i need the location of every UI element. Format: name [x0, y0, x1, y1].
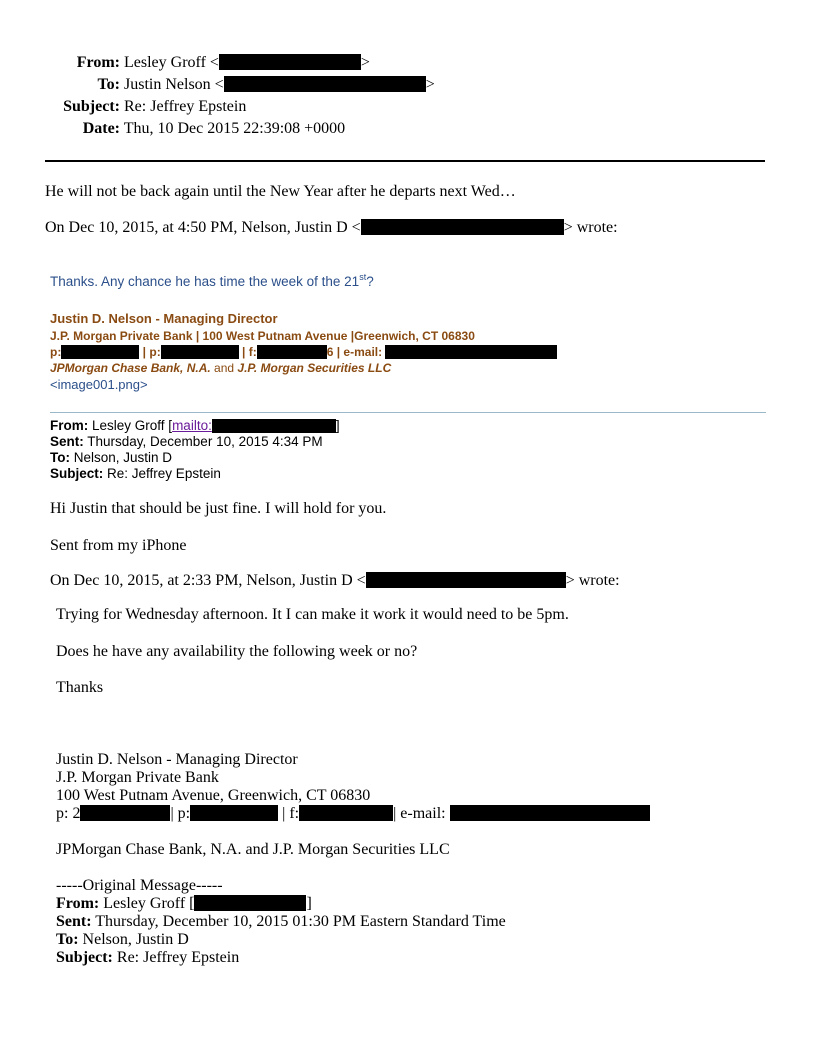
- sig-bank2: J.P. Morgan Securities LLC: [237, 361, 392, 375]
- redaction-box: [257, 345, 327, 359]
- msg2-sig-phones: [56, 803, 650, 825]
- header-from-end: >: [360, 54, 370, 71]
- header-date-value: Thu, 10 Dec 2015 22:39:08 +0000: [123, 120, 346, 137]
- msg2-to-label: To:: [56, 931, 79, 948]
- fwd1-sent-value: Thursday, December 10, 2015 4:34 PM: [87, 434, 323, 449]
- fwd1-to-row: [50, 450, 172, 466]
- quote-line-1: [45, 217, 618, 239]
- fwd1-quote-suffix: > wrote:: [565, 572, 620, 589]
- header-subject-label: Subject:: [63, 98, 120, 115]
- header-date-label: Date:: [82, 120, 120, 137]
- msg2-line-3: Thanks: [56, 679, 104, 696]
- header-from-row: [40, 52, 370, 74]
- redaction-box: [299, 805, 393, 821]
- header-to-row: [40, 74, 435, 96]
- sig-f-label: | f:: [242, 345, 257, 359]
- fwd1-body-2: Sent from my iPhone: [50, 537, 187, 554]
- quote1-suffix: > wrote:: [563, 219, 618, 236]
- fwd1-subject-value: Re: Jeffrey Epstein: [107, 466, 221, 481]
- msg2-sig-1: Justin D. Nelson - Managing Director: [56, 751, 298, 768]
- redaction-box: [212, 419, 336, 433]
- header-subject-row: [40, 96, 246, 118]
- fwd1-from-end: ]: [335, 418, 340, 433]
- msg2-p2-label: | p:: [170, 805, 191, 822]
- header-divider: [45, 160, 765, 162]
- fwd1-mailto-link[interactable]: mailto:: [172, 418, 212, 433]
- msg2-from-end: ]: [306, 895, 312, 912]
- fwd1-from-row: [50, 418, 340, 434]
- quote1-prefix: On Dec 10, 2015, at 4:50 PM, Nelson, Justin D <: [45, 219, 361, 236]
- reply1-text-main: Thanks. Any chance he has time the week of the 21: [50, 274, 360, 289]
- sig-p-label: p:: [50, 345, 62, 359]
- msg2-from-value: Lesley Groff [: [103, 895, 195, 912]
- reply1-sig-address: J.P. Morgan Private Bank | 100 West Putnam Avenue |Greenwich, CT 06830: [50, 329, 475, 343]
- fwd1-sent-row: [50, 434, 323, 450]
- reply1-sig-phones: [50, 344, 557, 360]
- msg2-sent-value: Thursday, December 10, 2015 01:30 PM Eastern Standard Time: [95, 913, 506, 930]
- msg2-email-label: | e-mail:: [393, 805, 446, 822]
- redaction-box: [219, 54, 361, 70]
- redaction-box: [61, 345, 139, 359]
- msg2-bank: JPMorgan Chase Bank, N.A. and J.P. Morgan Securities LLC: [56, 841, 450, 858]
- reply1-text-sup: st: [359, 272, 367, 282]
- reply1-sig-name: Justin D. Nelson - Managing Director: [50, 311, 278, 326]
- fwd1-quote-line: [50, 570, 620, 592]
- fwd1-from-label: From:: [50, 418, 89, 433]
- msg2-line-2: Does he have any availability the following week or no?: [56, 643, 418, 660]
- msg2-subject-value: Re: Jeffrey Epstein: [116, 949, 240, 966]
- msg2-to-value: Nelson, Justin D: [82, 931, 189, 948]
- header-to-end: >: [425, 76, 435, 93]
- redaction-box: [385, 345, 557, 359]
- msg2-subject-label: Subject:: [56, 949, 113, 966]
- fwd1-from-value: Lesley Groff [: [92, 418, 173, 433]
- redaction-box: [194, 895, 306, 911]
- header-to-value: Justin Nelson <: [124, 76, 224, 93]
- redaction-box: [450, 805, 650, 821]
- msg2-from-label: From:: [56, 895, 100, 912]
- msg2-sig-2: J.P. Morgan Private Bank: [56, 769, 219, 786]
- fwd1-body-1: Hi Justin that should be just fine. I will hold for you.: [50, 500, 387, 517]
- msg2-p-label: p: 2: [56, 805, 81, 822]
- sig-p2-label: | p:: [142, 345, 161, 359]
- redaction-box: [224, 76, 426, 92]
- header-subject-value: Re: Jeffrey Epstein: [124, 98, 247, 115]
- header-from-value: Lesley Groff <: [124, 54, 219, 71]
- sig-f-tail: 6 | e-mail:: [326, 345, 383, 359]
- fwd1-to-value: Nelson, Justin D: [73, 450, 173, 465]
- forward-divider: [50, 412, 766, 413]
- msg2-subject-row: [56, 947, 239, 969]
- msg2-f-label: | f:: [282, 805, 300, 822]
- fwd1-quote-prefix: On Dec 10, 2015, at 2:33 PM, Nelson, Justin D <: [50, 572, 366, 589]
- header-from-label: From:: [76, 54, 120, 71]
- redaction-box: [361, 219, 564, 235]
- body-line-1: He will not be back again until the New Year after he departs next Wed…: [45, 183, 516, 200]
- fwd1-to-label: To:: [50, 450, 70, 465]
- fwd1-sent-label: Sent:: [50, 434, 84, 449]
- redaction-box: [161, 345, 239, 359]
- header-to-label: To:: [97, 76, 120, 93]
- msg2-line-1: Trying for Wednesday afternoon. It I can make it work it would need to be 5pm.: [56, 606, 569, 623]
- sig-bank1: JPMorgan Chase Bank, N.A.: [50, 361, 211, 375]
- redaction-box: [366, 572, 566, 588]
- reply1-text: [50, 274, 374, 290]
- redaction-box: [80, 805, 170, 821]
- reply1-image-placeholder: <image001.png>: [50, 377, 148, 392]
- sig-and: and: [210, 361, 238, 375]
- msg2-sent-label: Sent:: [56, 913, 92, 930]
- msg2-sig-3: 100 West Putnam Avenue, Greenwich, CT 06830: [56, 787, 371, 804]
- reply1-text-end: ?: [366, 274, 374, 289]
- msg2-original-message: -----Original Message-----: [56, 877, 223, 894]
- header-date-row: [40, 118, 345, 140]
- fwd1-subject-row: [50, 466, 221, 482]
- redaction-box: [190, 805, 278, 821]
- fwd1-subject-label: Subject:: [50, 466, 104, 481]
- reply1-sig-banks: [50, 360, 391, 376]
